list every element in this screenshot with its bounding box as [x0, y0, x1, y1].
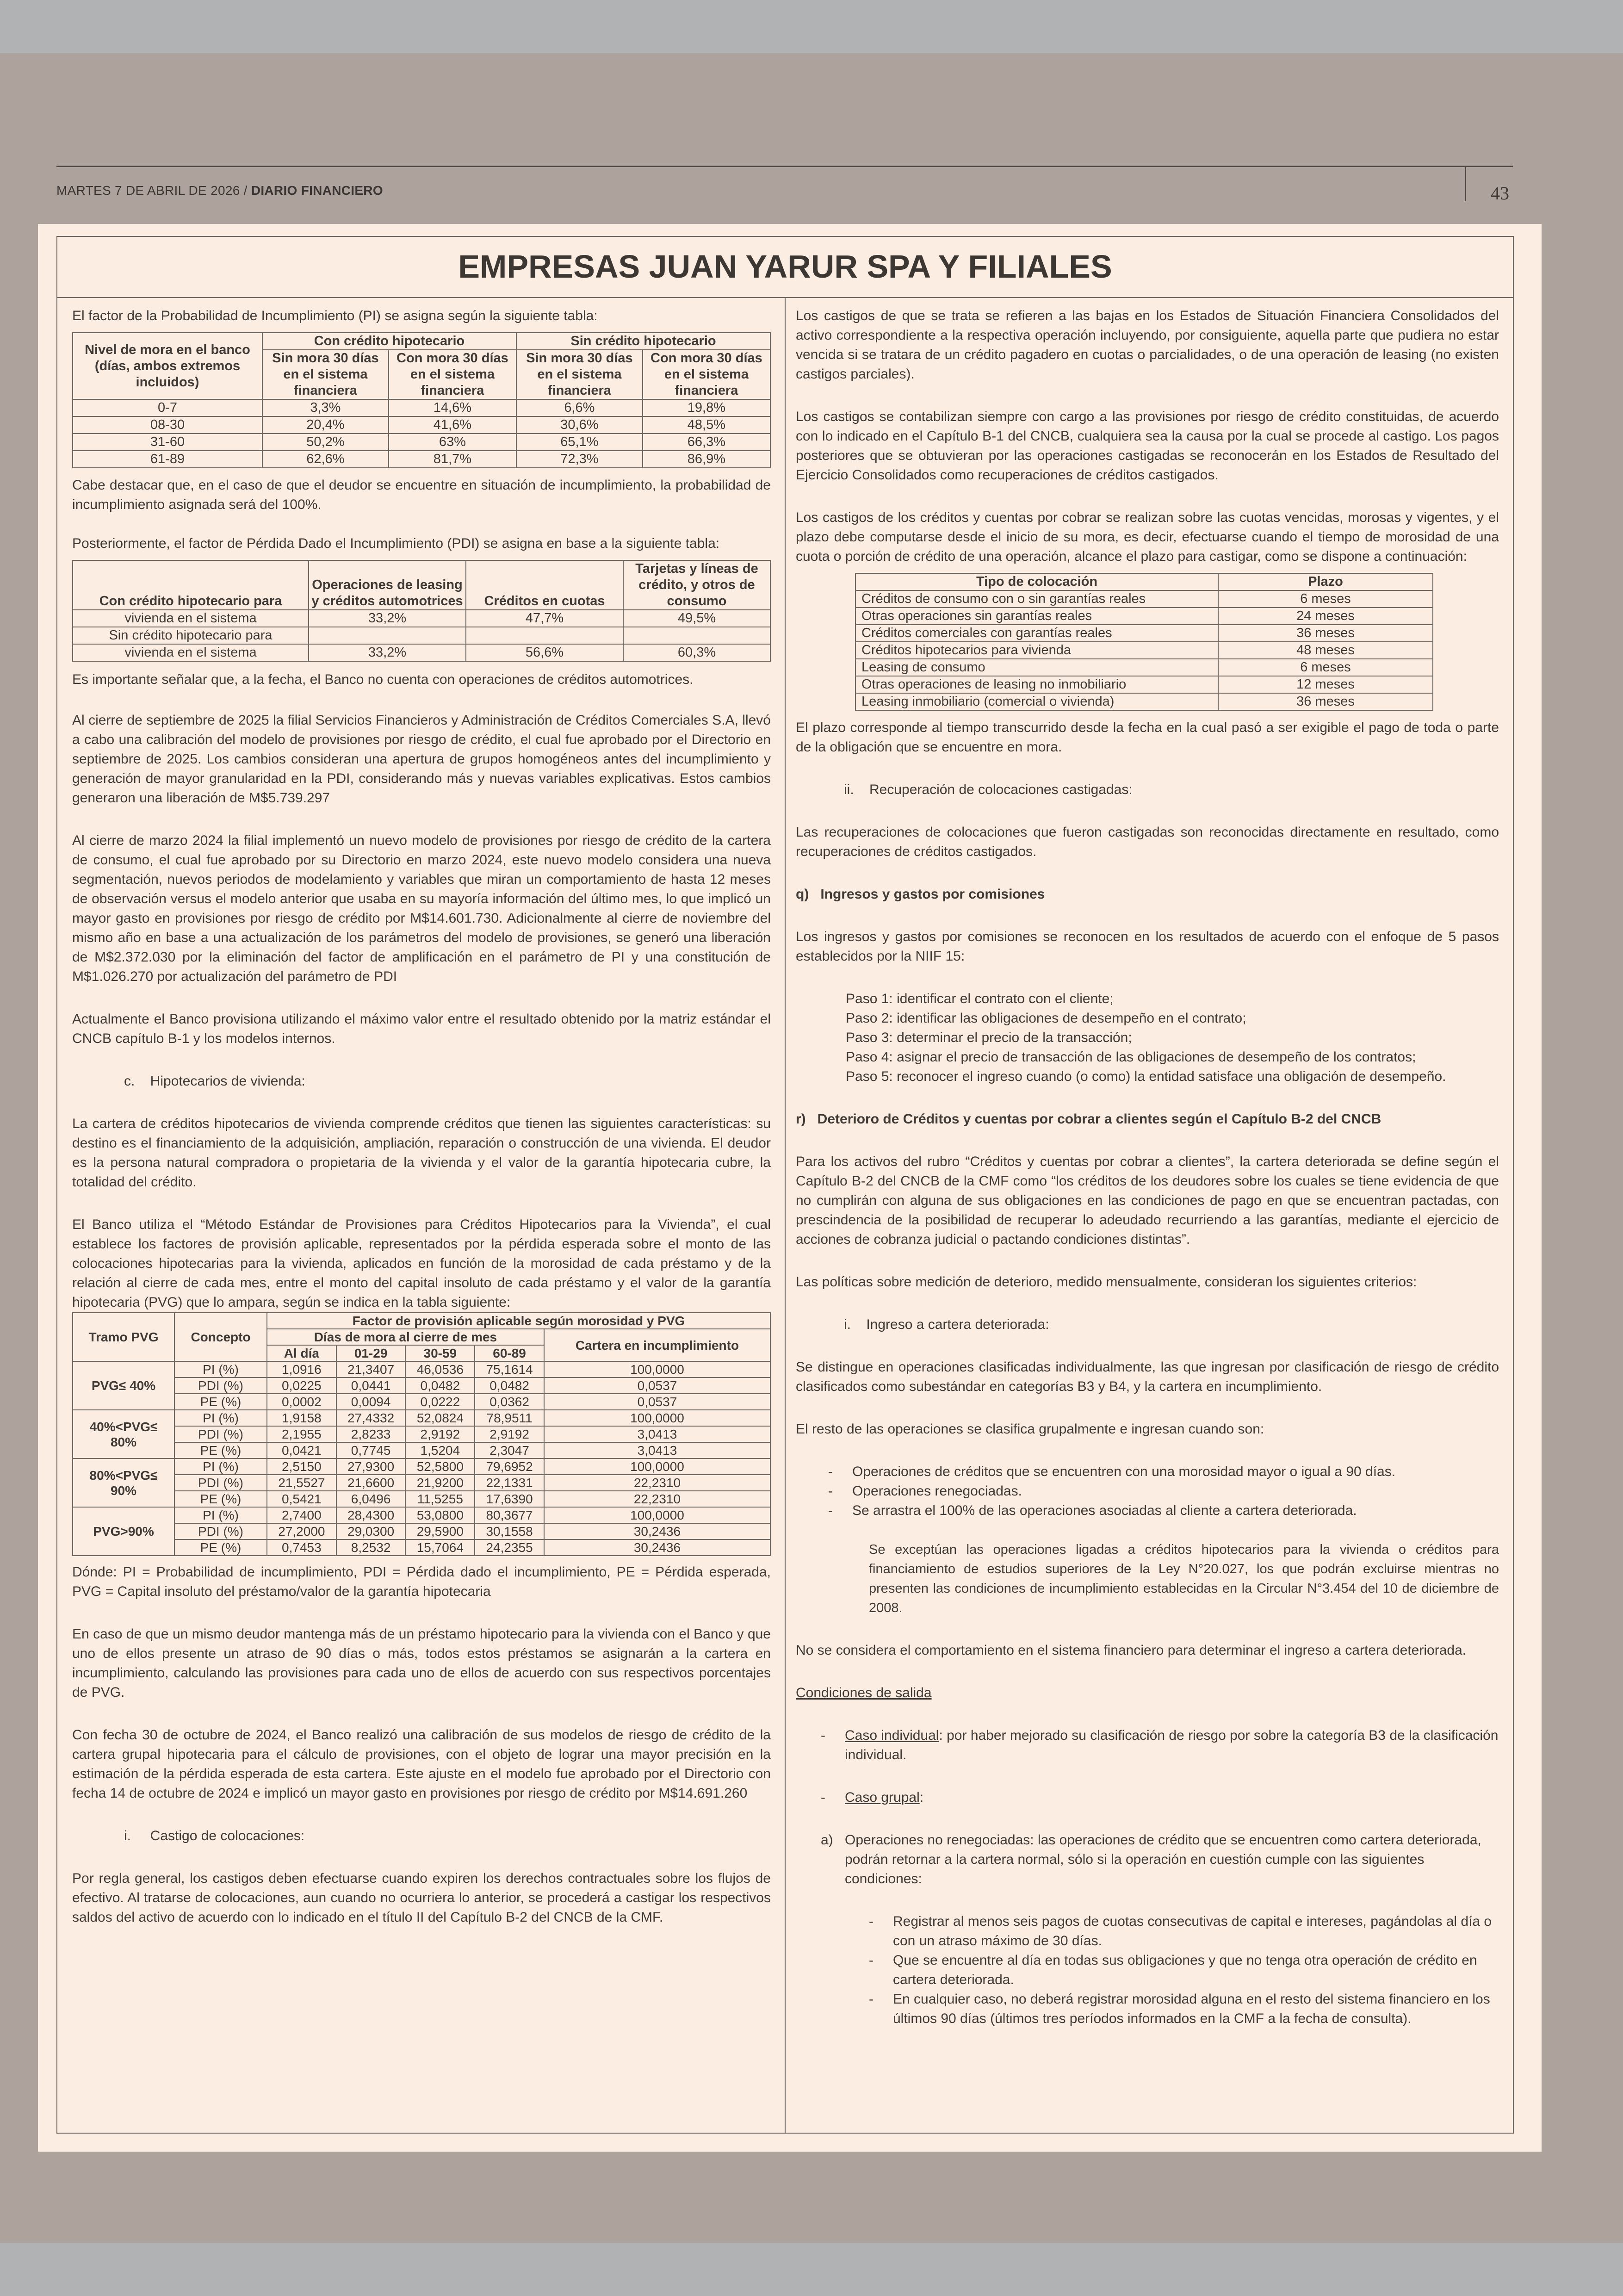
- list-item: [869, 1990, 1499, 2029]
- paragraph: Actualmente el Banco provisiona utilizando el máximo valor entre el resultado obtenido por la matriz estándar el CNCB capítulo B-1 y los modelos internos.: [72, 1011, 771, 1046]
- section-heading: q) Ingresos y gastos por comisiones: [796, 887, 1045, 902]
- table-row: [73, 1539, 770, 1556]
- table-cell: 29,0300: [336, 1523, 406, 1539]
- table-cell: 0-7: [73, 399, 262, 416]
- list-item: a) Operaciones no renegociadas: las operaciones de crédito que se encuentren como cartera deteriorada, podrán retornar a la cartera normal, sólo si la operación en cuestión cumple con las siguientes condiciones:: [821, 1832, 1481, 1886]
- table-row: [73, 1361, 770, 1378]
- caso-individual-label: Caso individual: [845, 1728, 939, 1743]
- table-cell: 0,0222: [405, 1394, 475, 1410]
- bullet-dash: -: [828, 1464, 833, 1479]
- pvg-header-col: Al día: [267, 1345, 336, 1361]
- subheading: i. Ingreso a cartera deteriorada:: [844, 1317, 1049, 1332]
- table-cell: 61-89: [73, 451, 262, 468]
- table-cell: vivienda en el sistema: [73, 610, 309, 627]
- table-cell: Otras operaciones de leasing no inmobiliario: [855, 676, 1218, 693]
- table-cell: 0,7745: [336, 1442, 406, 1458]
- bullet-dash: -: [828, 1503, 833, 1518]
- column-divider: [785, 297, 786, 2133]
- table-cell: PI (%): [174, 1458, 267, 1475]
- table-cell: vivienda en el sistema: [73, 644, 309, 661]
- table-cell: 0,0094: [336, 1394, 406, 1410]
- newspaper-header: MARTES 7 DE ABRIL DE 2026 / DIARIO FINANCIERO: [56, 183, 383, 198]
- table-row: [73, 434, 770, 451]
- table-cell: 11,5255: [405, 1491, 475, 1507]
- pi-table: [72, 332, 771, 468]
- table-cell: 63%: [389, 434, 516, 451]
- section-heading: r) Deterioro de Créditos y cuentas por cobrar a clientes según el Capítulo B-2 del CNCB: [796, 1111, 1381, 1127]
- paragraph: Las recuperaciones de colocaciones que fueron castigadas son reconocidas directamente en resultado, como recuperaciones de créditos castigados.: [796, 825, 1499, 859]
- table-cell: 2,7400: [267, 1507, 336, 1523]
- table-row: [855, 608, 1433, 625]
- table-row: [73, 1523, 770, 1539]
- conditions-list: [796, 1912, 1499, 2029]
- list-item-text: Operaciones de créditos que se encuentren con una morosidad mayor o igual a 90 días.: [852, 1464, 1396, 1479]
- table-cell: 0,0537: [544, 1394, 770, 1410]
- paragraph: Al cierre de marzo 2024 la filial implementó un nuevo modelo de provisiones por riesgo de crédito de la cartera de consumo, el cual fue aprobado por su Directorio en marzo 2024, este nuevo modelo considera una nueva segmentación, nuevos periodos de modelamiento y variables que miran un comportamiento de hasta 12 meses de observación versus el modelo anterior que usaba en su mayoría información del último mes, lo que implicó un mayor gasto en provisiones por riesgo de crédito por M$14.601.730. Adicionalmente al cierre de noviembre del mismo año en base a una actualización de los parámetros del modelo de provisiones, se generó una liberación de M$2.372.030 por la eliminación del factor de amplificación en el parámetro de PI y una constitución de M$1.026.270 por actualización del parámetro de PDI: [72, 833, 771, 984]
- document-page: [38, 224, 1542, 2152]
- table-row: [73, 416, 770, 434]
- table-cell: 53,0800: [405, 1507, 475, 1523]
- table-cell: 24 meses: [1218, 608, 1433, 625]
- table-cell: 0,0362: [475, 1394, 544, 1410]
- table-cell: 22,2310: [544, 1491, 770, 1507]
- paragraph: No se considera el comportamiento en el sistema financiero para determinar el ingreso a cartera deteriorada.: [796, 1643, 1467, 1658]
- paragraph: Se distingue en operaciones clasificadas individualmente, las que ingresan por clasificación de riesgo de crédito clasificados como subestándar en categorías B3 y B4, y la cartera en incumplimiento.: [796, 1359, 1499, 1394]
- paragraph: Es importante señalar que, a la fecha, el Banco no cuenta con operaciones de créditos automotrices.: [72, 672, 694, 687]
- table-cell: Sin crédito hipotecario para: [73, 627, 309, 644]
- caso-grupal-label: Caso grupal: [845, 1790, 920, 1805]
- table-row: [855, 676, 1433, 693]
- table-cell: 30,1558: [475, 1523, 544, 1539]
- paragraph: Los castigos de los créditos y cuentas por cobrar se realizan sobre las cuotas vencidas, morosas y vigentes, y el plazo debe computarse desde el inicio de su mora, es decir, efectuarse cuando el tiempo de morosidad de una cuota o porción de crédito de una operación, alcance el plazo para castigar, como se dispone a continuación:: [796, 510, 1499, 564]
- table-cell: 62,6%: [262, 451, 389, 468]
- list-item-text: Se arrastra el 100% de las operaciones asociadas al cliente a cartera deteriorada.: [852, 1503, 1357, 1518]
- table-cell: 50,2%: [262, 434, 389, 451]
- table-cell: 46,0536: [405, 1361, 475, 1378]
- table-cell: 1,9158: [267, 1410, 336, 1426]
- table-cell: 41,6%: [389, 416, 516, 434]
- table-cell: 81,7%: [389, 451, 516, 468]
- subheading: c. Hipotecarios de vivienda:: [124, 1074, 305, 1089]
- table-cell: 47,7%: [466, 610, 623, 627]
- table-cell: 29,5900: [405, 1523, 475, 1539]
- table-row: [73, 451, 770, 468]
- table-cell: 0,0482: [475, 1378, 544, 1394]
- table-cell: 27,9300: [336, 1458, 406, 1475]
- table-cell: Créditos hipotecarios para vivienda: [855, 642, 1218, 659]
- table-cell: 3,3%: [262, 399, 389, 416]
- table-cell: 75,1614: [475, 1361, 544, 1378]
- table-cell: 78,9511: [475, 1410, 544, 1426]
- table-cell: 6,0496: [336, 1491, 406, 1507]
- paragraph: Al cierre de septiembre de 2025 la filial Servicios Financieros y Administración de Créditos Comerciales S.A, llevó a cabo una calibración del modelo de provisiones por riesgo de crédito, el cual fue aprobado por el Directorio en septiembre de 2025. Los cambios consideran una apertura de grupos homogéneos antes del incumplimiento y generación de mayor granularidad en la PDI, considerando más y nuevas variables explicativas. Estos cambios generaron una liberación de M$5.739.297: [72, 713, 771, 806]
- subheading-underlined: Condiciones de salida: [796, 1685, 932, 1700]
- pvg-caption: Factor de provisión aplicable según morosidad y PVG: [267, 1313, 770, 1329]
- plazo-header-tipo: Tipo de colocación: [855, 573, 1218, 590]
- paragraph: El resto de las operaciones se clasifica grupalmente e ingresan cuando son:: [796, 1421, 1264, 1437]
- pi-header-group: Nivel de mora en el banco (días, ambos extremos incluidos): [73, 333, 262, 399]
- paragraph: La cartera de créditos hipotecarios de vivienda comprende créditos que tienen las siguientes características: su destino es el financiamiento de la adquisición, ampliación, reparación o construcción de una vivienda. El deudor es la persona natural compradora o propietaria de la vivienda y el valor de la garantía hipotecaria cubre, la totalidad del crédito.: [72, 1116, 771, 1190]
- table-cell: Otras operaciones sin garantías reales: [855, 608, 1218, 625]
- table-cell: PE (%): [174, 1539, 267, 1556]
- table-cell: PDI (%): [174, 1378, 267, 1394]
- table-cell: 22,1331: [475, 1475, 544, 1491]
- article-frame: [56, 236, 1514, 2134]
- table-cell: Créditos comerciales con garantías reales: [855, 625, 1218, 642]
- steps-list: [796, 989, 1499, 1086]
- table-cell: Créditos de consumo con o sin garantías reales: [855, 590, 1218, 608]
- table-cell: PE (%): [174, 1394, 267, 1410]
- table-cell: 15,7064: [405, 1539, 475, 1556]
- table-row: [855, 693, 1433, 710]
- plazo-header-plazo: Plazo: [1218, 573, 1433, 590]
- table-cell: 0,0225: [267, 1378, 336, 1394]
- table-row: [73, 1394, 770, 1410]
- pdi-table: [72, 560, 771, 662]
- criteria-list: [796, 1462, 1499, 1520]
- header-divider: [1465, 166, 1466, 201]
- subheading: i. Castigo de colocaciones:: [124, 1828, 305, 1843]
- step-item: Paso 2: identificar las obligaciones de desempeño en el contrato;: [846, 1011, 1246, 1026]
- table-cell: 36 meses: [1218, 625, 1433, 642]
- list-item: - Caso individual: por haber mejorado su clasificación de riesgo por sobre la categoría B3 de la clasificación individual.: [821, 1728, 1499, 1762]
- table-cell: 100,0000: [544, 1410, 770, 1426]
- table-cell: 6,6%: [516, 399, 643, 416]
- table-cell: 17,6390: [475, 1491, 544, 1507]
- table-row: [73, 1458, 770, 1475]
- table-cell: 48,5%: [643, 416, 770, 434]
- pi-header-con: Con crédito hipotecario: [262, 333, 516, 350]
- paragraph: Los castigos de que se trata se refieren a las bajas en los Estados de Situación Financiera Consolidados del activo correspondiente a la respectiva operación incluyendo, por consiguiente, aquella parte que pudiera no estar vencida si se tratara de un crédito pagadero en cuotas o parcialidades, o de una operación de leasing (no existen castigos parciales).: [796, 308, 1499, 382]
- list-item: [869, 1912, 1499, 1951]
- table-cell: 31-60: [73, 434, 262, 451]
- list-item-text: Que se encuentre al día en todas sus obligaciones y que no tenga otra operación de crédito en cartera deteriorada.: [893, 1953, 1477, 1987]
- table-cell: PI (%): [174, 1410, 267, 1426]
- table-row: [73, 1442, 770, 1458]
- table-cell: 21,5527: [267, 1475, 336, 1491]
- pvg-tramo: 80%<PVG≤ 90%: [73, 1458, 174, 1507]
- table-cell: 8,2532: [336, 1539, 406, 1556]
- right-column: [796, 306, 1499, 2029]
- paragraph: Posteriormente, el factor de Pérdida Dado el Incumplimiento (PDI) se asigna en base a la siguiente tabla:: [72, 536, 720, 551]
- table-cell: 33,2%: [309, 610, 466, 627]
- table-cell: PI (%): [174, 1361, 267, 1378]
- pi-header-sin30: Sin mora 30 días en el sistema financiera: [516, 350, 643, 399]
- page-number: 43: [1491, 183, 1509, 204]
- header-rule: [56, 166, 1513, 167]
- table-cell: 2,9192: [475, 1426, 544, 1442]
- table-row: [73, 644, 770, 661]
- pvg-header-col: 30-59: [405, 1345, 475, 1361]
- pdi-header-1: Operaciones de leasing y créditos automotrices: [309, 560, 466, 610]
- table-cell: 100,0000: [544, 1507, 770, 1523]
- table-row: [73, 1507, 770, 1523]
- step-item: Paso 3: determinar el precio de la transacción;: [846, 1030, 1132, 1045]
- table-cell: 22,2310: [544, 1475, 770, 1491]
- table-cell: 2,9192: [405, 1426, 475, 1442]
- list-item-text: Operaciones renegociadas.: [852, 1483, 1022, 1499]
- table-cell: 24,2355: [475, 1539, 544, 1556]
- table-cell: 20,4%: [262, 416, 389, 434]
- table-cell: 2,1955: [267, 1426, 336, 1442]
- list-item: [828, 1462, 1499, 1482]
- table-cell: 3,0413: [544, 1442, 770, 1458]
- table-row: [73, 1410, 770, 1426]
- table-cell: Leasing inmobiliario (comercial o vivienda): [855, 693, 1218, 710]
- table-cell: 36 meses: [1218, 693, 1433, 710]
- table-cell: 33,2%: [309, 644, 466, 661]
- note-paragraph: Se exceptúan las operaciones ligadas a créditos hipotecarios para la vivienda o créditos para financiamiento de estudios superiores de la Ley N°20.027, los que podrán excluirse mientras no presenten las condiciones de incumplimiento establecidas en la Circular N°3.454 del 10 de diciembre de 2008.: [869, 1542, 1499, 1615]
- table-cell: 28,4300: [336, 1507, 406, 1523]
- table-cell: 27,4332: [336, 1410, 406, 1426]
- table-row: [73, 1426, 770, 1442]
- subheading: ii. Recuperación de colocaciones castigadas:: [844, 782, 1133, 797]
- table-cell: 3,0413: [544, 1426, 770, 1442]
- table-cell: PDI (%): [174, 1475, 267, 1491]
- paragraph: Con fecha 30 de octubre de 2024, el Banco realizó una calibración de sus modelos de riesgo de crédito de la cartera grupal hipotecaria para el cálculo de provisiones, con el objeto de lograr una mayor precisión en la estimación de la pérdida esperada de esta cartera. Este ajuste en el modelo fue aprobado por el Directorio con fecha 14 de octubre de 2024 e implicó un mayor gasto en provisiones por riesgo de crédito por M$14.691.260: [72, 1727, 771, 1801]
- table-cell: Leasing de consumo: [855, 659, 1218, 676]
- paragraph: Los ingresos y gastos por comisiones se reconocen en los resultados de acuerdo con el enfoque de 5 pasos establecidos por la NIIF 15:: [796, 929, 1499, 964]
- list-item-text: En cualquier caso, no deberá registrar morosidad alguna en el resto del sistema financiero en los últimos 90 días (últimos tres períodos informados en la CMF a la fecha de consulta).: [893, 1992, 1490, 2026]
- paragraph: Para los activos del rubro “Créditos y cuentas por cobrar a clientes”, la cartera deteriorada se define según el Capítulo B-2 del CNCB de la CMF como “los créditos de los deudores sobre los cuales se tiene evidencia de que no cumplirán con alguna de sus obligaciones en las condiciones de pago en que se encuentran pactadas, con prescindencia de la posibilidad de recuperar lo adeudado recurriendo a las garantías, mediante el ejercicio de acciones de cobranza judicial o pactando condiciones distintas”.: [796, 1154, 1499, 1247]
- pvg-table: [72, 1312, 771, 1556]
- table-cell: 12 meses: [1218, 676, 1433, 693]
- table-cell: 79,6952: [475, 1458, 544, 1475]
- pvg-header-tramo: Tramo PVG: [73, 1313, 174, 1361]
- paragraph: Las políticas sobre medición de deterioro, medido mensualmente, consideran los siguientes criterios:: [796, 1274, 1417, 1290]
- table-cell: 0,0441: [336, 1378, 406, 1394]
- paragraph: Dónde: PI = Probabilidad de incumplimiento, PDI = Pérdida dado el incumplimiento, PE = Pérdida esperada, PVG = Capital insoluto del préstamo/valor de la garantía hipotecaria: [72, 1564, 771, 1599]
- table-cell: 0,0421: [267, 1442, 336, 1458]
- pvg-header-col: 01-29: [336, 1345, 406, 1361]
- table-row: [73, 1491, 770, 1507]
- paragraph: Por regla general, los castigos deben efectuarse cuando expiren los derechos contractuales sobre los flujos de efectivo. Al tratarse de colocaciones, aun cuando no ocurriera lo anterior, se procederá a castigar los respectivos saldos del activo de acuerdo con lo indicado en el título II del Capítulo B-2 del CNCB de la CMF.: [72, 1871, 771, 1925]
- table-cell: 0,0482: [405, 1378, 475, 1394]
- table-cell: 21,9200: [405, 1475, 475, 1491]
- table-row: [855, 642, 1433, 659]
- table-row: [855, 590, 1433, 608]
- table-cell: 86,9%: [643, 451, 770, 468]
- pvg-tramo: PVG≤ 40%: [73, 1361, 174, 1410]
- table-cell: 08-30: [73, 416, 262, 434]
- list-item: [828, 1482, 1499, 1501]
- table-cell: 48 meses: [1218, 642, 1433, 659]
- pvg-header-concepto: Concepto: [174, 1313, 267, 1361]
- table-cell: PE (%): [174, 1442, 267, 1458]
- table-cell: PE (%): [174, 1491, 267, 1507]
- table-cell: 100,0000: [544, 1458, 770, 1475]
- table-cell: PI (%): [174, 1507, 267, 1523]
- table-cell: 100,0000: [544, 1361, 770, 1378]
- pdi-header-3: Tarjetas y líneas de crédito, y otros de consumo: [623, 560, 770, 610]
- table-cell: PDI (%): [174, 1426, 267, 1442]
- table-cell: 30,2436: [544, 1539, 770, 1556]
- table-cell: 49,5%: [623, 610, 770, 627]
- table-cell: 19,8%: [643, 399, 770, 416]
- bullet-dash: -: [828, 1483, 833, 1499]
- pvg-header-cartera: Cartera en incumplimiento: [544, 1329, 770, 1361]
- step-item: Paso 1: identificar el contrato con el cliente;: [846, 991, 1114, 1006]
- table-row: [73, 627, 770, 644]
- step-item: Paso 4: asignar el precio de transacción de las obligaciones de desempeño de los contratos;: [846, 1049, 1416, 1065]
- paragraph: El Banco utiliza el “Método Estándar de Provisiones para Créditos Hipotecarios para la Vivienda”, el cual establece los factores de provisión aplicable, representados por la pérdida esperada sobre el monto de las colocaciones hipotecarias para la vivienda, aplicados en función de la morosidad de cada préstamo y de la relación al cierre de cada mes, entre el monto del capital insoluto de cada préstamo y el valor de la garantía hipotecaria (PVG) que lo ampara, según se indica en la tabla siguiente:: [72, 1217, 771, 1310]
- table-cell: 0,5421: [267, 1491, 336, 1507]
- table-row: [73, 610, 770, 627]
- table-cell: 1,0916: [267, 1361, 336, 1378]
- table-cell: 30,6%: [516, 416, 643, 434]
- paragraph: Los castigos se contabilizan siempre con cargo a las provisiones por riesgo de crédito constituidas, de acuerdo con lo indicado en el Capítulo B-1 del CNCB, cualquiera sea la causa por la cual se procede al castigo. Los pagos posteriores que se obtuvieran por las operaciones castigadas se reconocerán en los Estados de Resultado del Ejercicio Consolidados como recuperaciones de créditos castigados.: [796, 409, 1499, 483]
- list-item: [869, 1951, 1499, 1990]
- bullet-dash: -: [869, 1992, 873, 2007]
- table-cell: 60,3%: [623, 644, 770, 661]
- table-cell: 52,5800: [405, 1458, 475, 1475]
- table-cell: 65,1%: [516, 434, 643, 451]
- table-row: [73, 399, 770, 416]
- left-column: [72, 306, 771, 1950]
- bullet-dash: -: [869, 1953, 873, 1968]
- table-row: [73, 1475, 770, 1491]
- list-item: - Caso grupal:: [821, 1790, 924, 1805]
- pdi-header-2: Créditos en cuotas: [466, 560, 623, 610]
- pdi-header-0: Con crédito hipotecario para: [73, 560, 309, 610]
- table-cell: 21,6600: [336, 1475, 406, 1491]
- paragraph: En caso de que un mismo deudor mantenga más de un préstamo hipotecario para la vivienda con el Banco y que uno de ellos presente un atraso de 90 días o más, todos estos préstamos se asignarán a la cartera en incumplimiento, calculando las provisiones para cada uno de ellos de acuerdo con sus respectivos porcentajes de PVG.: [72, 1626, 771, 1700]
- table-cell: 1,5204: [405, 1442, 475, 1458]
- table-cell: 2,5150: [267, 1458, 336, 1475]
- paragraph: El factor de la Probabilidad de Incumplimiento (PI) se asigna según la siguiente tabla:: [72, 308, 598, 323]
- pi-header-con30: Con mora 30 días en el sistema financiera: [389, 350, 516, 399]
- table-cell: 6 meses: [1218, 659, 1433, 676]
- table-cell: 80,3677: [475, 1507, 544, 1523]
- pvg-tramo: PVG>90%: [73, 1507, 174, 1556]
- list-item: [828, 1501, 1499, 1520]
- pvg-header-col: 60-89: [475, 1345, 544, 1361]
- table-cell: 72,3%: [516, 451, 643, 468]
- bullet-dash: -: [869, 1914, 873, 1929]
- table-cell: PDI (%): [174, 1523, 267, 1539]
- article-title: EMPRESAS JUAN YARUR SPA Y FILIALES: [57, 237, 1513, 298]
- pvg-tramo: 40%<PVG≤ 80%: [73, 1410, 174, 1458]
- table-cell: 52,0824: [405, 1410, 475, 1426]
- table-row: [73, 1378, 770, 1394]
- table-cell: 0,0002: [267, 1394, 336, 1410]
- pi-header-con30: Con mora 30 días en el sistema financiera: [643, 350, 770, 399]
- table-cell: 56,6%: [466, 644, 623, 661]
- table-cell: 21,3407: [336, 1361, 406, 1378]
- paragraph: El plazo corresponde al tiempo transcurrido desde la fecha en la cual pasó a ser exigible el pago de toda o parte de la obligación que se encuentre en mora.: [796, 720, 1499, 755]
- step-item: Paso 5: reconocer el ingreso cuando (o como) la entidad satisface una obligación de desempeño.: [846, 1069, 1446, 1084]
- table-cell: 14,6%: [389, 399, 516, 416]
- table-cell: 2,8233: [336, 1426, 406, 1442]
- table-cell: 2,3047: [475, 1442, 544, 1458]
- table-cell: 27,2000: [267, 1523, 336, 1539]
- pi-header-sin30: Sin mora 30 días en el sistema financiera: [262, 350, 389, 399]
- table-cell: 0,0537: [544, 1378, 770, 1394]
- table-cell: 30,2436: [544, 1523, 770, 1539]
- list-item-text: Registrar al menos seis pagos de cuotas consecutivas de capital e intereses, pagándolas al día o con un atraso máximo de 30 días.: [893, 1914, 1492, 1948]
- table-row: [855, 659, 1433, 676]
- pi-header-sin: Sin crédito hipotecario: [516, 333, 770, 350]
- table-cell: 0,7453: [267, 1539, 336, 1556]
- table-row: [855, 625, 1433, 642]
- plazo-table: [855, 573, 1433, 711]
- table-cell: 66,3%: [643, 434, 770, 451]
- pvg-header-dias: Días de mora al cierre de mes: [267, 1329, 544, 1345]
- table-cell: 6 meses: [1218, 590, 1433, 608]
- paragraph: Cabe destacar que, en el caso de que el deudor se encuentre en situación de incumplimiento, la probabilidad de incumplimiento asignada será del 100%.: [72, 478, 771, 512]
